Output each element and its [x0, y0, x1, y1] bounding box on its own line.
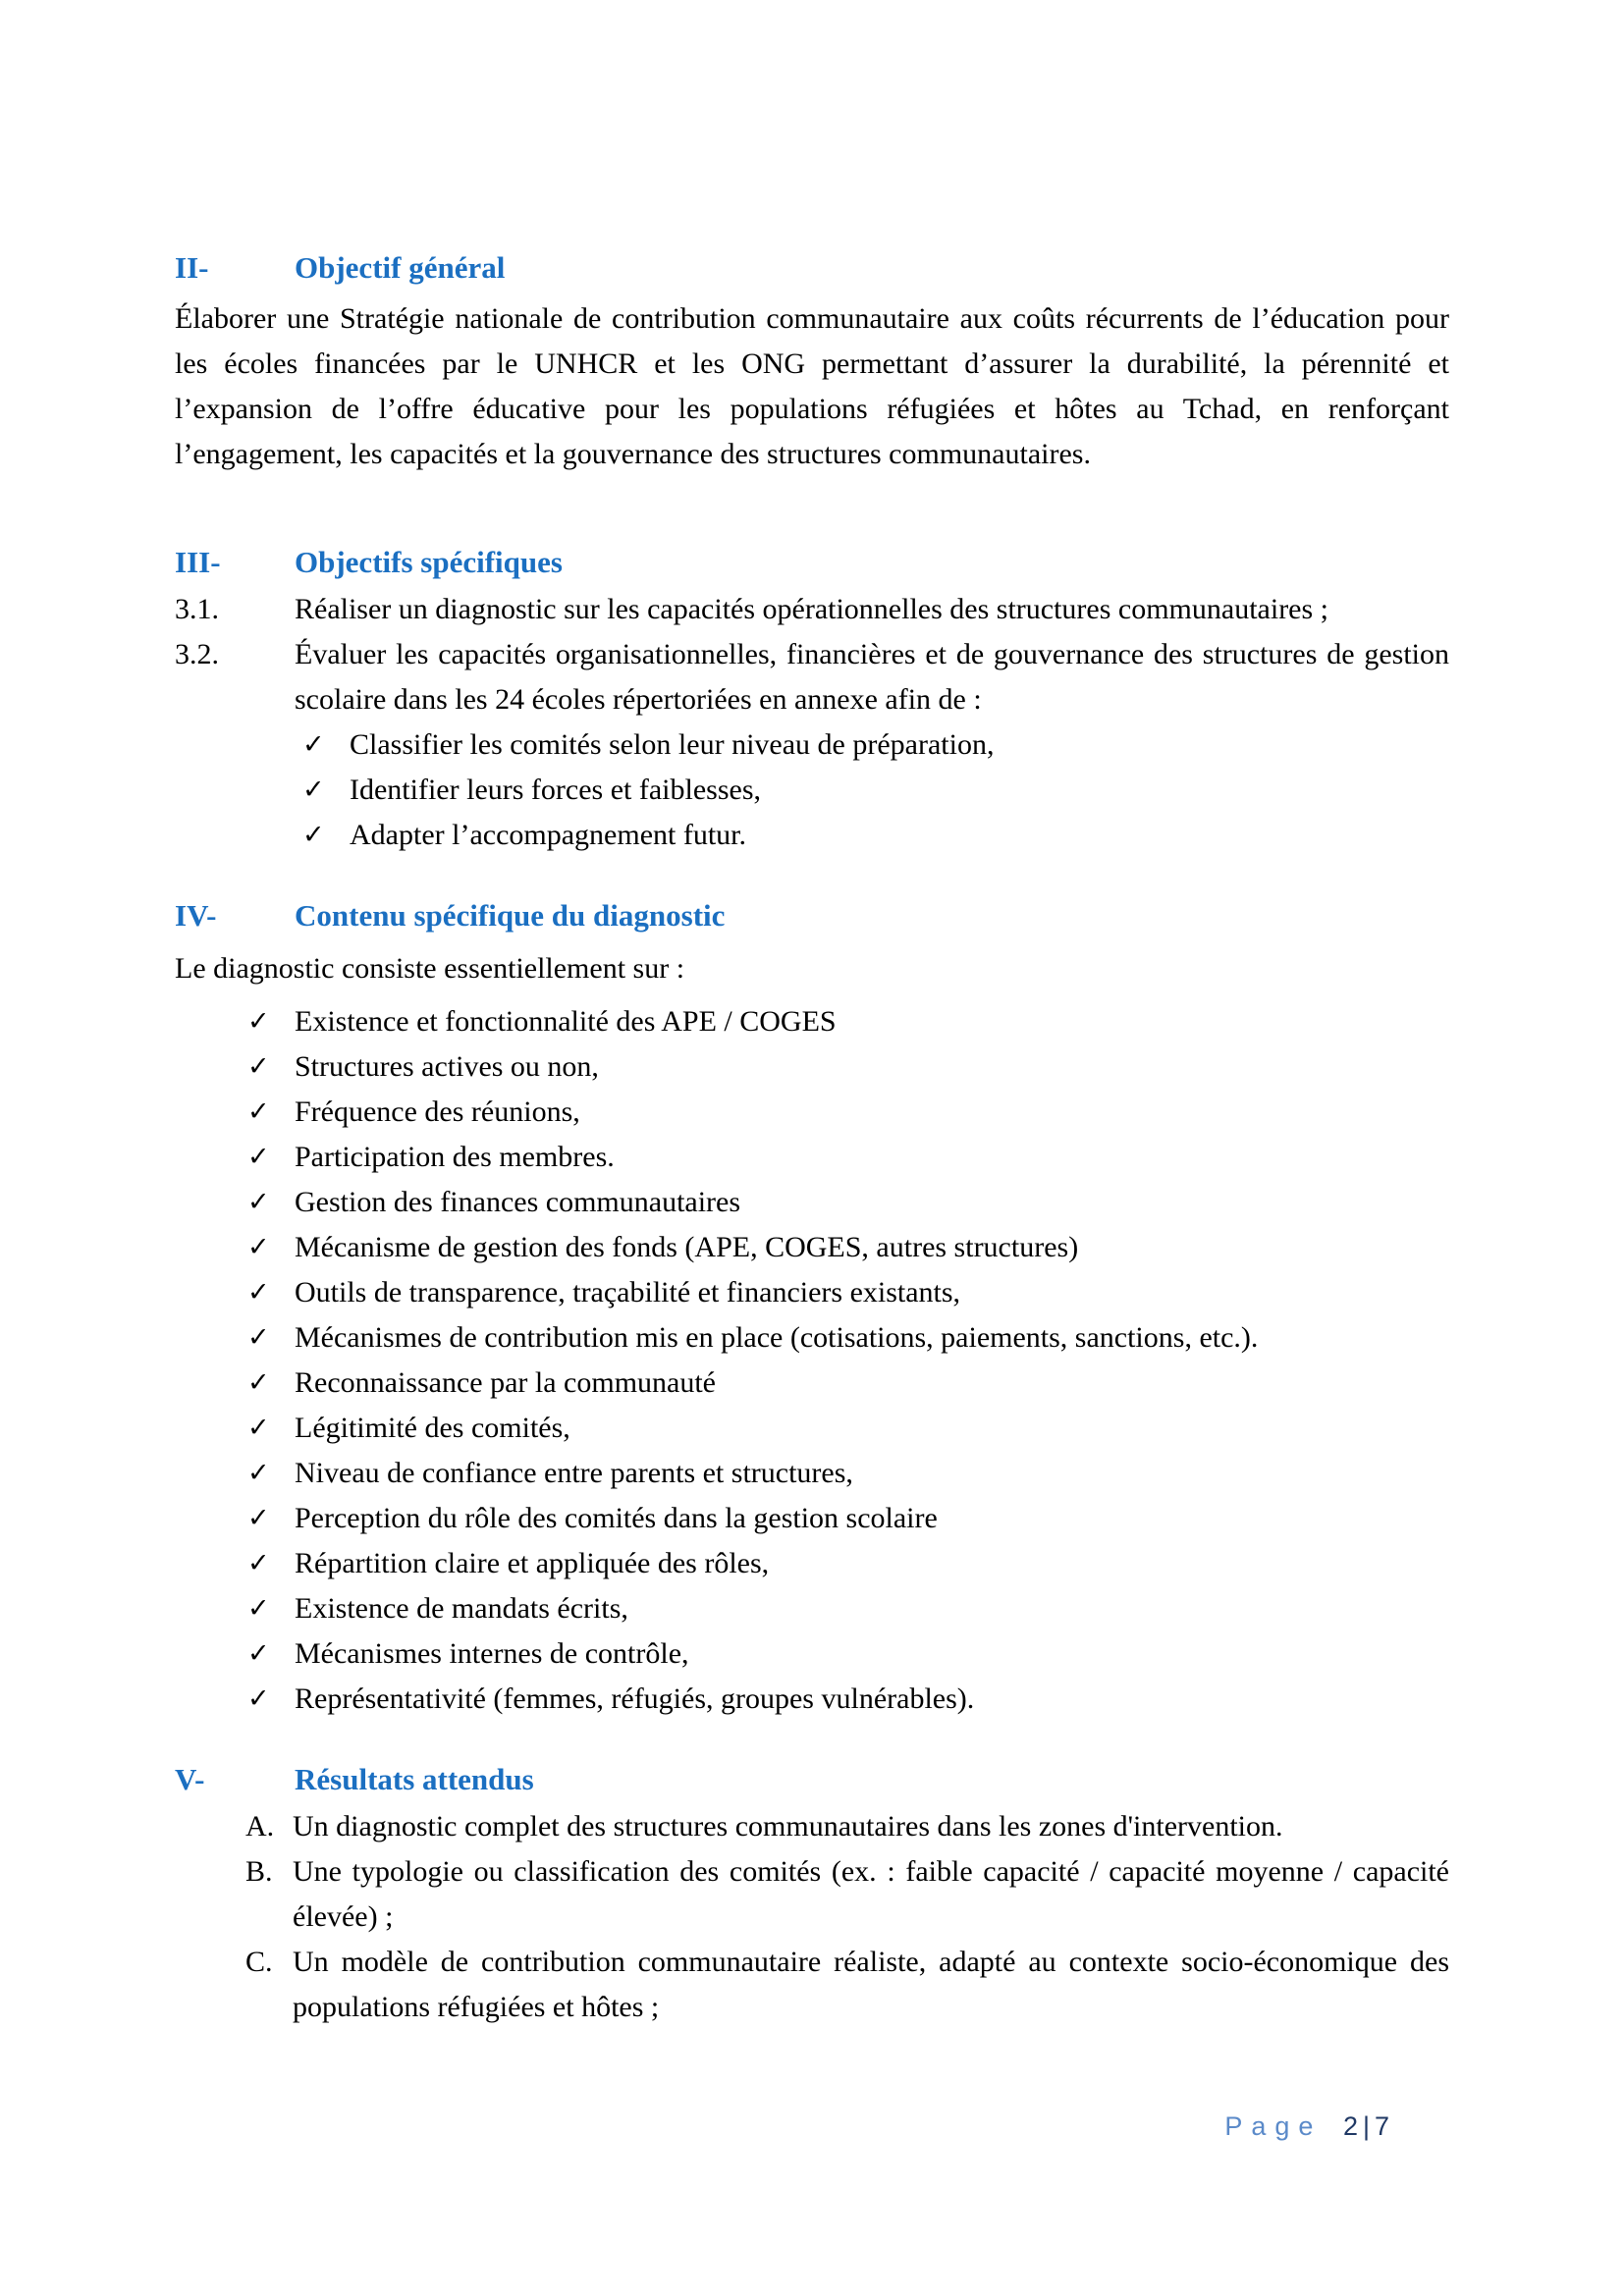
lettered-item-a	[245, 1804, 1449, 1849]
heading-title: Contenu spécifique du diagnostic	[295, 898, 726, 933]
heading-number: V-	[175, 1762, 205, 1796]
check-list-item	[302, 813, 1449, 858]
checkmark-icon: ✓	[247, 1638, 270, 1669]
section-heading-contenu-specifique	[175, 893, 1449, 938]
item-text: Un modèle de contribution communautaire réaliste, adapté au contexte socio-économique des populations réfugiées et hôtes ;	[293, 1946, 1449, 2023]
check-list-item	[247, 1451, 1449, 1496]
checkmark-icon: ✓	[302, 729, 325, 760]
check-item-text: Représentativité (femmes, réfugiés, groupes vulnérables).	[295, 1682, 975, 1715]
item-text: Évaluer les capacités organisationnelles, financières et de gouvernance des structures de gestion scolaire dans les 24 écoles répertoriées en annexe afin de :	[295, 638, 1449, 716]
check-list-item	[247, 1631, 1449, 1677]
checkmark-icon: ✓	[247, 1277, 270, 1308]
checkmark-icon: ✓	[247, 1458, 270, 1488]
check-list-item	[247, 1270, 1449, 1315]
check-list-item	[247, 1677, 1449, 1722]
check-item-text: Niveau de confiance entre parents et structures,	[295, 1457, 853, 1489]
check-item-text: Légitimité des comités,	[295, 1412, 570, 1444]
paragraph-diagnostic-intro: Le diagnostic consiste essentiellement sur :	[175, 952, 685, 985]
check-item-text: Mécanismes de contribution mis en place (cotisations, paiements, sanctions, etc.).	[295, 1321, 1259, 1354]
check-list-item	[247, 1044, 1449, 1090]
item-text: Une typologie ou classification des comités (ex. : faible capacité / capacité moyenne / capacité élevée) ;	[293, 1855, 1449, 1933]
check-list-item	[302, 768, 1449, 813]
check-item-text: Gestion des finances communautaires	[295, 1186, 741, 1218]
item-number: 3.2.	[175, 638, 219, 670]
item-text: Un diagnostic complet des structures communautaires dans les zones d'intervention.	[293, 1810, 1283, 1842]
checkmark-icon: ✓	[302, 820, 325, 850]
check-list-item	[247, 1180, 1449, 1225]
check-list-item	[247, 1361, 1449, 1406]
paragraph-objectif-general: Élaborer une Stratégie nationale de contribution communautaire aux coûts récurrents de l’éducation pour les écoles financées par le UNHCR et les ONG permettant d’assurer la durabilité, la pérennité et l’expansion de l’offre éducative pour les populations réfugiées et hôtes au Tchad, en renforçant l’engagement, les capacités et la gouvernance des structures communautaires.	[175, 302, 1449, 470]
section-heading-objectifs-specifiques	[175, 540, 1449, 585]
heading-title: Résultats attendus	[295, 1762, 534, 1796]
checkmark-icon: ✓	[247, 1051, 270, 1082]
checkmark-icon: ✓	[302, 774, 325, 805]
checkmark-icon: ✓	[247, 1006, 270, 1037]
check-item-text: Mécanismes internes de contrôle,	[295, 1637, 689, 1670]
check-list-item	[247, 1541, 1449, 1586]
heading-number: II-	[175, 250, 209, 285]
check-list-item	[247, 1406, 1449, 1451]
check-item-text: Adapter l’accompagnement futur.	[350, 819, 747, 851]
section-heading-resultats-attendus	[175, 1757, 1449, 1802]
checkmark-icon: ✓	[247, 1142, 270, 1172]
item-letter: B.	[245, 1855, 273, 1888]
check-list-item	[247, 1496, 1449, 1541]
checkmark-icon: ✓	[247, 1413, 270, 1443]
lettered-item-b	[245, 1849, 1449, 1940]
check-list-item	[247, 1586, 1449, 1631]
check-list-item	[247, 1315, 1449, 1361]
checkmark-icon: ✓	[247, 1593, 270, 1624]
item-letter: A.	[245, 1810, 275, 1842]
check-list-diagnostic	[175, 999, 1449, 1722]
check-item-text: Classifier les comités selon leur niveau de préparation,	[350, 728, 995, 761]
section-heading-objectif-general	[175, 245, 1449, 291]
heading-title: Objectif général	[295, 250, 506, 285]
checkmark-icon: ✓	[247, 1096, 270, 1127]
check-item-text: Existence de mandats écrits,	[295, 1592, 628, 1625]
footer-page-word: Page	[1224, 2111, 1323, 2141]
lettered-item-c	[245, 1940, 1449, 2030]
check-list-item	[247, 1135, 1449, 1180]
check-item-text: Outils de transparence, traçabilité et financiers existants,	[295, 1276, 961, 1308]
item-letter: C.	[245, 1946, 273, 1978]
heading-number: IV-	[175, 898, 217, 933]
heading-number: III-	[175, 545, 221, 579]
check-list-item	[247, 1225, 1449, 1270]
check-item-text: Répartition claire et appliquée des rôles,	[295, 1547, 770, 1579]
checkmark-icon: ✓	[247, 1187, 270, 1217]
check-item-text: Structures actives ou non,	[295, 1050, 599, 1083]
lettered-list-resultats	[175, 1804, 1449, 2030]
check-item-text: Mécanisme de gestion des fonds (APE, COGES, autres structures)	[295, 1231, 1079, 1263]
check-item-text: Fréquence des réunions,	[295, 1095, 580, 1128]
footer-page-number: 2|7	[1342, 2111, 1394, 2141]
checkmark-icon: ✓	[247, 1503, 270, 1533]
check-item-text: Reconnaissance par la communauté	[295, 1366, 716, 1399]
checkmark-icon: ✓	[247, 1548, 270, 1578]
checkmark-icon: ✓	[247, 1232, 270, 1262]
item-text: Réaliser un diagnostic sur les capacités opérationnelles des structures communautaires ;	[295, 593, 1329, 625]
checkmark-icon: ✓	[247, 1683, 270, 1714]
document-content	[175, 0, 1449, 2030]
check-item-text: Perception du rôle des comités dans la gestion scolaire	[295, 1502, 938, 1534]
checkmark-icon: ✓	[247, 1367, 270, 1398]
numbered-item-3-1	[175, 587, 1449, 632]
check-list-item	[247, 1090, 1449, 1135]
check-item-text: Existence et fonctionnalité des APE / COGES	[295, 1005, 837, 1038]
check-list-item	[302, 722, 1449, 768]
heading-title: Objectifs spécifiques	[295, 545, 563, 579]
check-item-text: Participation des membres.	[295, 1141, 615, 1173]
check-item-text: Identifier leurs forces et faiblesses,	[350, 774, 761, 806]
check-list-objectifs	[175, 722, 1449, 858]
numbered-item-3-2	[175, 632, 1449, 722]
checkmark-icon: ✓	[247, 1322, 270, 1353]
item-number: 3.1.	[175, 593, 219, 625]
check-list-item	[247, 999, 1449, 1044]
page-footer	[1224, 2107, 1394, 2146]
